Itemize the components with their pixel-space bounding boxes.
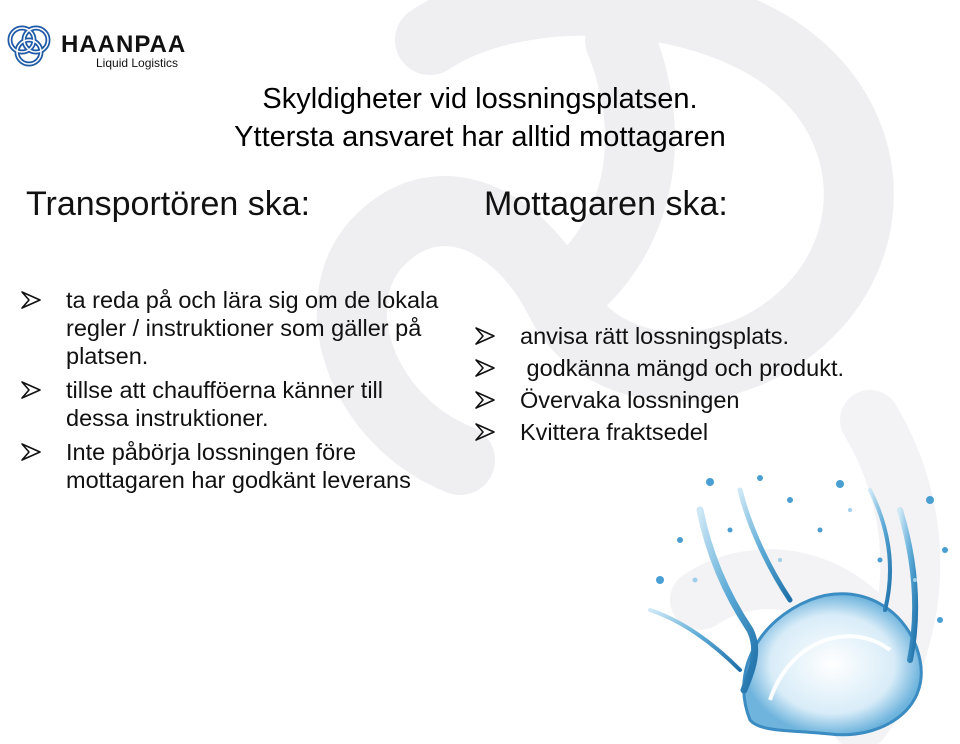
- arrowhead-bullet-icon: [474, 358, 496, 378]
- list-item-text: Inte påbörja lossningen före mottagaren har godkänt leverans: [66, 439, 411, 493]
- list-item: [20, 438, 450, 494]
- water-splash-image: [640, 470, 960, 744]
- transporter-heading: Transportören ska:: [26, 185, 311, 223]
- receiver-duties-list: [474, 322, 954, 450]
- list-item-text: Övervaka lossningen: [520, 387, 740, 413]
- interlocked-rings-logo-icon: [4, 22, 56, 72]
- arrowhead-bullet-icon: [20, 442, 42, 462]
- title-line-1: Skyldigheter vid lossningsplatsen.: [262, 83, 698, 115]
- arrowhead-bullet-icon: [20, 290, 42, 310]
- list-item: [474, 386, 954, 414]
- logo-name: HAANPAA: [61, 31, 187, 58]
- list-item-text: anvisa rätt lossningsplats.: [520, 323, 790, 349]
- transporter-duties-list: [20, 286, 450, 500]
- arrowhead-bullet-icon: [474, 422, 496, 442]
- title-line-2: Yttersta ansvaret har alltid mottagaren: [234, 121, 726, 153]
- list-item-text: Kvittera fraktsedel: [520, 419, 709, 445]
- list-item: [20, 286, 450, 370]
- arrowhead-bullet-icon: [20, 380, 42, 400]
- list-item: [474, 354, 954, 382]
- arrowhead-bullet-icon: [474, 390, 496, 410]
- company-logo: [4, 22, 214, 72]
- receiver-heading: Mottagaren ska:: [484, 185, 728, 223]
- page-title: [140, 80, 820, 156]
- arrowhead-bullet-icon: [474, 326, 496, 346]
- list-item-text: godkänna mängd och produkt.: [520, 355, 845, 381]
- list-item: [474, 322, 954, 350]
- logo-tagline: Liquid Logistics: [96, 56, 179, 70]
- list-item: [20, 376, 450, 432]
- list-item-text: ta reda på och lära sig om de lokala regler / instruktioner som gäller på platsen.: [66, 287, 439, 369]
- list-item-text: tillse att chaufföerna känner till dessa instruktioner.: [66, 377, 383, 431]
- list-item: [474, 418, 954, 446]
